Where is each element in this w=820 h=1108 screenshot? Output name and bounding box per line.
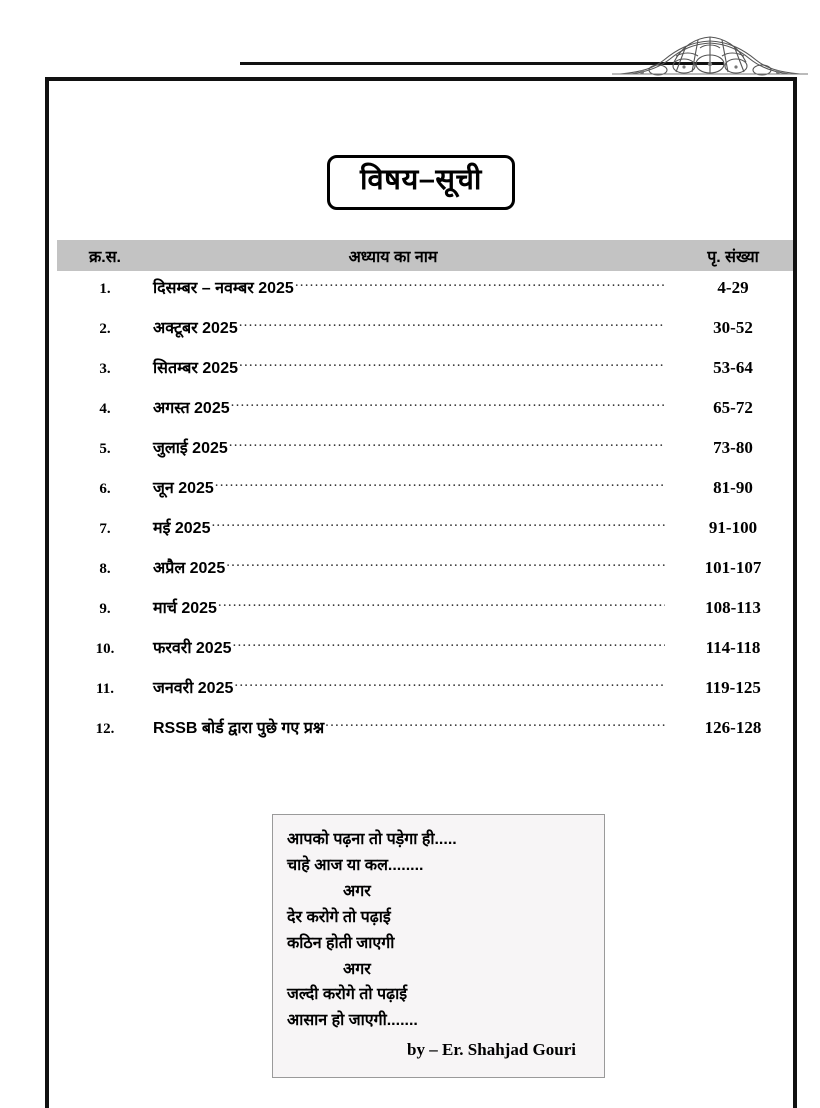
row-chapter-label: दिसम्बर – नवम्बर 2025 xyxy=(153,280,294,297)
dot-leader xyxy=(234,677,665,693)
row-page: 65-72 xyxy=(713,398,753,417)
row-page: 91-100 xyxy=(708,518,758,537)
row-chapter xyxy=(153,596,673,618)
table-row[interactable] xyxy=(57,596,793,636)
row-page: 126-128 xyxy=(704,718,762,737)
row-chapter xyxy=(153,516,673,538)
row-serial: 6. xyxy=(99,481,111,497)
table-row[interactable] xyxy=(57,636,793,676)
row-chapter xyxy=(153,476,673,498)
dot-leader xyxy=(226,557,665,573)
quote-box xyxy=(272,814,605,1078)
row-serial: 9. xyxy=(99,601,111,617)
quote-line: कठिन होती जाएगी xyxy=(287,934,395,952)
quote-line: देर करोगे तो पढ़ाई xyxy=(287,908,391,926)
row-chapter-label: RSSB बोर्ड द्वारा पुछे गए प्रश्न xyxy=(153,720,325,737)
table-row[interactable] xyxy=(57,316,793,356)
row-chapter-label: जुलाई 2025 xyxy=(153,440,228,457)
row-serial: 1. xyxy=(99,281,111,297)
row-chapter xyxy=(153,436,673,458)
dot-leader xyxy=(211,517,665,533)
table-row[interactable] xyxy=(57,356,793,396)
quote-line: जल्दी करोगे तो पढ़ाई xyxy=(287,986,408,1004)
row-serial: 10. xyxy=(95,641,115,657)
column-header-serial: क्र.स. xyxy=(89,248,121,266)
quote-line: आपको पढ़ना तो पड़ेगा ही..... xyxy=(287,831,457,848)
row-chapter xyxy=(153,276,673,298)
quote-author: by – Er. Shahjad Gouri xyxy=(407,1040,576,1060)
row-chapter-label: मार्च 2025 xyxy=(153,600,217,617)
row-serial: 4. xyxy=(99,401,111,417)
table-header-row xyxy=(57,240,793,271)
row-serial: 3. xyxy=(99,361,111,377)
row-serial: 8. xyxy=(99,561,111,577)
row-serial: 12. xyxy=(95,721,115,737)
row-page: 108-113 xyxy=(705,598,761,617)
row-page: 101-107 xyxy=(704,558,762,577)
row-chapter xyxy=(153,636,673,658)
row-chapter xyxy=(153,396,673,418)
row-page: 53-64 xyxy=(713,358,753,377)
dot-leader xyxy=(325,717,665,733)
dot-leader xyxy=(295,277,665,293)
row-page: 4-29 xyxy=(717,278,749,297)
page-border-frame xyxy=(45,77,797,1108)
row-chapter xyxy=(153,356,673,378)
table-row[interactable] xyxy=(57,516,793,556)
quote-line: चाहे आज या कल........ xyxy=(287,856,424,874)
row-chapter-label: अप्रैल 2025 xyxy=(153,560,226,577)
row-serial: 11. xyxy=(96,681,114,697)
table-row[interactable] xyxy=(57,276,793,316)
table-row[interactable] xyxy=(57,396,793,436)
row-chapter-label: अगस्त 2025 xyxy=(153,400,230,417)
dot-leader xyxy=(215,477,665,493)
row-chapter-label: सितम्बर 2025 xyxy=(153,360,238,377)
dot-leader xyxy=(229,437,665,453)
table-row[interactable] xyxy=(57,556,793,596)
row-chapter xyxy=(153,676,673,698)
title-box xyxy=(327,155,515,210)
row-chapter-label: अक्टूबर 2025 xyxy=(153,320,238,337)
table-row[interactable] xyxy=(57,676,793,716)
row-page: 114-118 xyxy=(705,638,761,657)
table-row[interactable] xyxy=(57,436,793,476)
table-row[interactable] xyxy=(57,476,793,516)
row-page: 81-90 xyxy=(713,478,753,497)
row-chapter xyxy=(153,716,673,738)
row-chapter-label: जनवरी 2025 xyxy=(153,680,234,697)
row-serial: 5. xyxy=(99,441,111,457)
quote-line: अगर xyxy=(343,882,371,900)
table-body xyxy=(57,271,793,756)
dot-leader xyxy=(218,597,665,613)
mandala-ornament xyxy=(612,22,808,78)
column-header-page: पृ. संख्या xyxy=(707,248,759,266)
quote-line: आसान हो जाएगी....... xyxy=(287,1012,418,1030)
table-row[interactable] xyxy=(57,716,793,756)
dot-leader xyxy=(239,317,665,333)
quote-line: अगर xyxy=(343,960,371,978)
row-page: 73-80 xyxy=(713,438,753,457)
row-serial: 7. xyxy=(99,521,111,537)
title-text: विषय–सूची xyxy=(360,164,482,196)
row-chapter-label: फरवरी 2025 xyxy=(153,640,232,657)
row-chapter xyxy=(153,316,673,338)
row-chapter-label: मई 2025 xyxy=(153,520,211,537)
row-serial: 2. xyxy=(99,321,111,337)
dot-leader xyxy=(239,357,665,373)
row-chapter-label: जून 2025 xyxy=(153,480,214,497)
dot-leader xyxy=(231,397,665,413)
dot-leader xyxy=(233,637,665,653)
row-page: 119-125 xyxy=(705,678,761,697)
page-title xyxy=(49,155,793,210)
row-page: 30-52 xyxy=(713,318,753,337)
table-of-contents xyxy=(57,240,793,756)
row-chapter xyxy=(153,556,673,578)
column-header-chapter: अध्याय का नाम xyxy=(348,248,438,266)
